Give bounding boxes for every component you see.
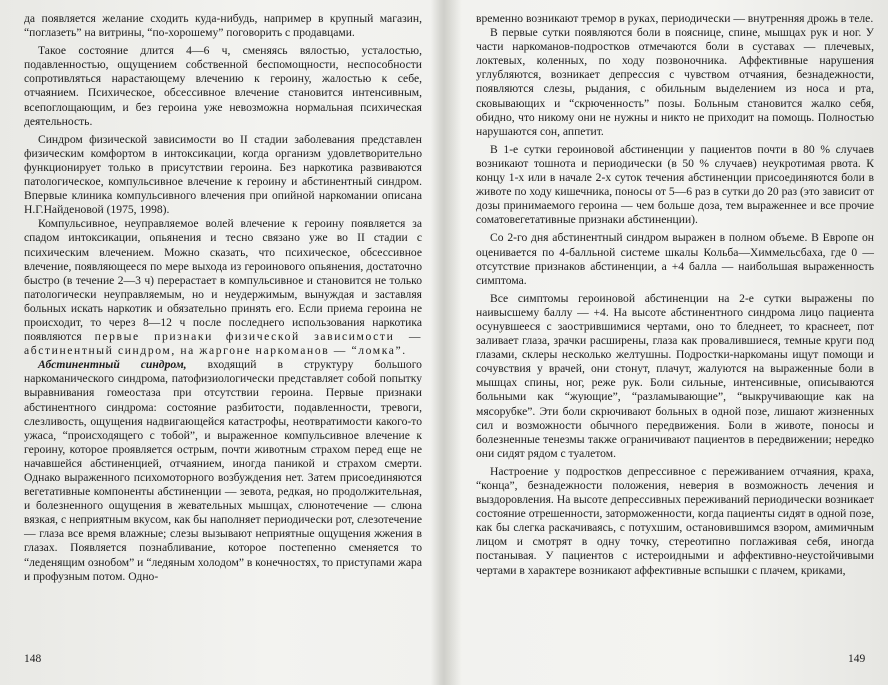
paragraph-text: Компульсивное, неуправляемое волей влечение к героину появляется за спадом интоксикации, опьянения и тесно связано уже во II стадии с психическим влечением. Можно сказать, что психическое, обсессивное влечение, появляющееся по мере выхода из героинового опьянения, достаточно быстро (в течение 2—3 ч) перерастает в компульсивное и становится не только патологически неуправляемым, но и неудержимым, вынуждая и заставляя больных искать наркотик и обязательно принять его. Если приема героина не происходит, то через 8—12 ч после последнего использования наркотика появляются [24,217,422,344]
paragraph: Такое состояние длится 4—6 ч, сменяясь вялостью, усталостью, подавленностью, ощущением собственной беспомощности, неспособности сопротивляться нарастающему влечению к героину, жалостью к себе, отчаянием. Психическое, обсессивное влечение становится интенсивным, всепоглощающим, и без героина уже невозможна нормальная психическая деятельность. [24,44,422,128]
paragraph: временно возникают тремор в руках, периодически — внутренняя дрожь в теле. [476,12,874,25]
term-heading: Абстинентный синдром, [38,358,187,372]
spaced-phrase: первые признаки [94,330,213,344]
right-page [476,12,874,578]
page-number-left: 148 [24,653,42,665]
page-number-right: 149 [848,653,866,665]
paragraph: В 1-е сутки героиновой абстиненции у пациентов почти в 80 % случаев возникают тошнота и периодически (в 50 % случаев) неукротимая рвота. К концу 1-х или в начале 2-х суток течения абстиненции присоединяются боли в животе по ходу кишечника, поносы от 5—6 раз в сутки до 20 раз (это зависит от дозы принимаемого героина — чем больше доза, тем выраженнее и все прочие соматовегетативные признаки абстиненции). [476,142,874,227]
paragraph: да появляется желание сходить куда-нибудь, например в крупный магазин, “поглазеть” на витрины, “по-хорошему” поговорить с продавцами. [24,12,422,40]
paragraph: В первые сутки появляются боли в пояснице, спине, мышцах рук и ног. У части наркоманов-подростков отмечаются боли в суставах — плечевых, локтевых, коленных, по ходу позвоночника. Аффективные нарушения углубляются, возникает депрессия с чувством отчаяния, безнадежности, появляются слезы, рыдания, с обильным выделением из носа и рта, сковывающих и “скрюченность” позы. Больным становится жалко себя, обидно, что никому они не нужны и никто не приходит на помощь. Полностью нарушаются сон, аппетит. [476,26,874,138]
paragraph: Синдром физической зависимости во II стадии заболевания представлен физическим комфортом в интоксикации, когда организм удовлетворительно функционирует только в присутствии героина. Без наркотика развиваются патологическое, компульсивное влечение к героину и абстинентный синдром. Впервые клиника компульсивного влечения при опийной наркомании описана Н.Г.Найденовой (1975, 1998). [24,132,422,217]
paragraph-text: входящий в структуру большого наркоманического синдрома, патофизиологически представляет собой попытку выравнивания гомеостаза при отсутствии героина. Первые признаки абстинентного синдрома: состояние разбитости, подавленности, тревоги, слезливость, ощущения надвигающейся катастрофы, неотвратимости какого-то ужаса, “происходящего с тобой”, и выраженное компульсивное влечение к героину, которое проявляется острым, почти животным страхом перед еще не начавшейся абстиненцией, отчаянием, иногда паникой и страхом смерти. Однако выраженного психомоторного возбуждения нет. Затем присоединяются вегетативные компоненты абстиненции — зевота, редкая, но продолжительная, и болезненного ощущения в жевательных мышцах, слюнотечение — слюна вязкая, с неприятным вкусом, как бы наполняет периодически рот, слезотечение — глаза все время влажные; слезы вызывают неприятные ощущения жжения в глазах. Появляется познабливание, которое постепенно сменяется то “леденящим ознобом” и “ледяным холодом” в конечностях, то приступами жара и профузным потом. Одно- [24,358,422,583]
paragraph: Все симптомы героиновой абстиненции на 2-е сутки выражены по наивысшему баллу — +4. На высоте абстинентного синдрома лицо пациента осунувшееся с заострившимися чертами, оно то бледнеет, то краснеет, пот заливает глаза, зрачки расширены, глаза как провалившиеся, темные круги под глазами, склеры несколько желтушны. Подростки-наркоманы ищут помощи и сочувствия у врачей, они стонут, плачут, жалуются на выраженные боли в мышцах спины, ног, реже рук. Боли сильные, интенсивные, описываются больными как “жующие”, “разламывающие”, “выкручивающие как на мясорубке”. Эти боли скрючивают больных в одной позе, лишают жизненных сил и возможности обычного передвижения. Боли в животе, поносы и болезненные тенезмы также ограничивают пациентов в передвижении; нередко они сидят рядом с туалетом. [476,291,874,460]
paragraph: Настроение у подростков депрессивное с переживанием отчаяния, краха, “конца”, безнадежности положения, неверия в возможность лечения и выздоровления. На высоте депрессивных переживаний периодически возникает состояние отрешенности, заторможенности, когда пациенты сидят в одной позе, как бы слегка раскачиваясь, с потухшим, остановившимся взором, амимичным лицом и смотрят в одну точку, стереотипно поглаживая себя, иногда постанывая. У пациентов с истероидными и аффективно-неустойчивыми чертами в характере возникают аффективные вспышки с плачем, криками, [476,464,874,577]
paragraph-text: физической зависимости — абстинентный синдром, на жаргоне наркоманов — “ломка”. [24,330,423,358]
left-page [24,12,422,584]
paragraph [24,358,422,584]
paragraph [24,217,422,358]
paragraph: Со 2-го дня абстинентный синдром выражен в полном объеме. В Европе он оценивается по 4-балльной системе шкалы Кольба—Химмельсбаха, где 0 — отсутствие признаков абстиненции, а +4 балла — наибольшая выраженность симптома. [476,231,874,287]
